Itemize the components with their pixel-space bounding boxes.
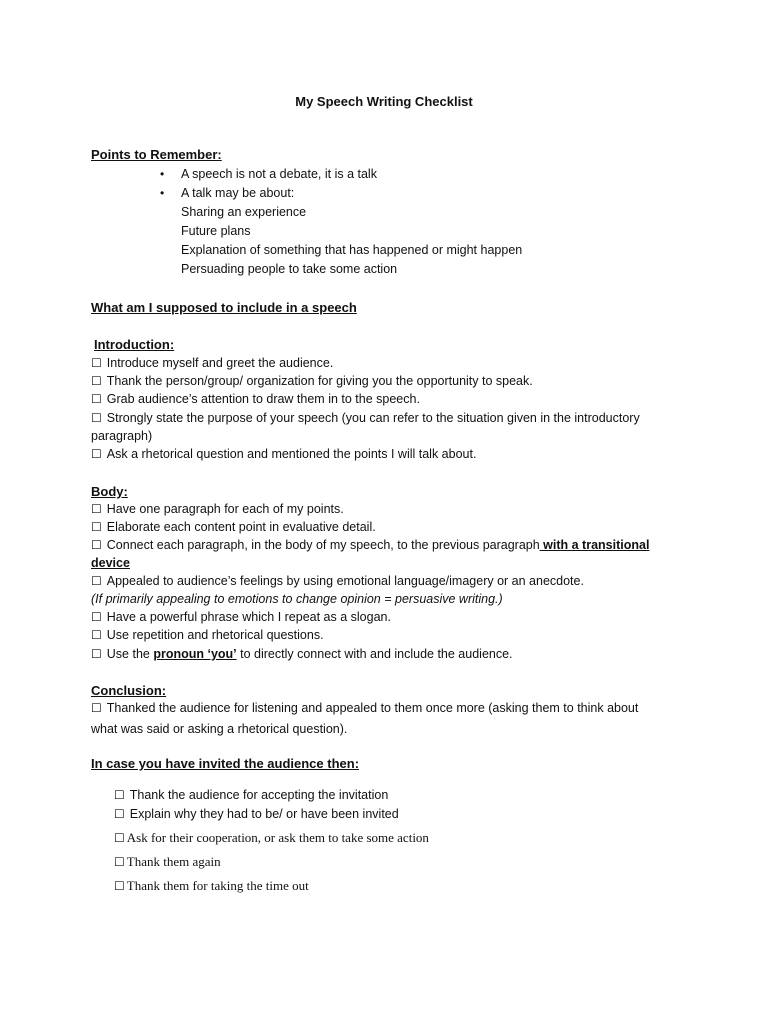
checklist-item[interactable]: ☐ Have a powerful phrase which I repeat as a slogan. xyxy=(91,610,391,624)
sub-item: Sharing an experience xyxy=(181,205,307,219)
checklist-item[interactable]: ☐ Elaborate each content point in evaluative detail. xyxy=(91,520,376,534)
include-heading: What am I supposed to include in a speech xyxy=(91,300,357,315)
bullet-dot: • xyxy=(160,186,165,200)
checkbox-icon[interactable]: ☐ xyxy=(114,807,125,821)
checklist-item[interactable]: ☐ Thanked the audience for listening and appealed to them once more (asking them to think about xyxy=(91,701,639,715)
checkbox-icon[interactable]: ☐ xyxy=(91,538,102,552)
sub-item: Future plans xyxy=(181,224,251,238)
checkbox-icon[interactable]: ☐ xyxy=(91,574,102,588)
checklist-item[interactable]: ☐ Ask for their cooperation, or ask them to take some action xyxy=(114,830,429,845)
checkbox-icon[interactable]: ☐ xyxy=(91,628,102,642)
bullet-dot: • xyxy=(160,167,165,181)
body-heading: Body: xyxy=(91,484,128,499)
checklist-item[interactable]: ☐ Use repetition and rhetorical questions. xyxy=(91,628,324,642)
checkbox-icon[interactable]: ☐ xyxy=(114,788,125,802)
checkbox-icon[interactable]: ☐ xyxy=(114,855,125,869)
bullet-item: A speech is not a debate, it is a talk xyxy=(181,167,377,181)
checklist-item[interactable]: ☐ Introduce myself and greet the audience. xyxy=(91,356,334,370)
checkbox-icon[interactable]: ☐ xyxy=(91,502,102,516)
checkbox-icon[interactable]: ☐ xyxy=(114,831,125,845)
checklist-item-continuation: device xyxy=(91,556,130,570)
checklist-item-continuation: paragraph) xyxy=(91,429,153,443)
checkbox-icon[interactable]: ☐ xyxy=(91,647,102,661)
checklist-item[interactable]: ☐ Thank the person/group/ organization for giving you the opportunity to speak. xyxy=(91,374,533,388)
checklist-item[interactable]: ☐ Explain why they had to be/ or have been invited xyxy=(114,807,399,821)
checklist-item[interactable]: ☐ Thank them again xyxy=(114,854,221,869)
intro-heading: Introduction: xyxy=(94,337,175,352)
checkbox-icon[interactable]: ☐ xyxy=(91,411,102,425)
invited-heading: In case you have invited the audience then: xyxy=(91,756,360,771)
checklist-item[interactable]: ☐ Appealed to audience’s feelings by using emotional language/imagery or an anecdote. xyxy=(91,574,584,588)
checkbox-icon[interactable]: ☐ xyxy=(91,447,102,461)
checkbox-icon[interactable]: ☐ xyxy=(91,520,102,534)
checklist-item[interactable]: ☐ Grab audience’s attention to draw them in to the speech. xyxy=(91,392,420,406)
checklist-item[interactable]: ☐ Strongly state the purpose of your speech (you can refer to the situation given in the introductory xyxy=(91,411,640,425)
checklist-item[interactable]: ☐ Use the pronoun ‘you’ to directly connect with and include the audience. xyxy=(91,647,513,661)
checkbox-icon[interactable]: ☐ xyxy=(114,879,125,893)
sub-item: Explanation of something that has happened or might happen xyxy=(181,243,523,257)
checklist-item[interactable]: ☐ Connect each paragraph, in the body of my speech, to the previous paragraph with a transitional xyxy=(91,538,650,552)
checkbox-icon[interactable]: ☐ xyxy=(91,374,102,388)
checkbox-icon[interactable]: ☐ xyxy=(91,392,102,406)
page-title: My Speech Writing Checklist xyxy=(295,94,473,109)
checklist-item-continuation: what was said or asking a rhetorical question). xyxy=(91,722,348,736)
checkbox-icon[interactable]: ☐ xyxy=(91,610,102,624)
checklist-item[interactable]: ☐ Ask a rhetorical question and mentioned the points I will talk about. xyxy=(91,447,477,461)
sub-item: Persuading people to take some action xyxy=(181,262,398,276)
checkbox-icon[interactable]: ☐ xyxy=(91,356,102,370)
persuasive-note: (If primarily appealing to emotions to change opinion = persuasive writing.) xyxy=(91,592,503,606)
points-heading: Points to Remember: xyxy=(91,147,222,162)
checkbox-icon[interactable]: ☐ xyxy=(91,701,102,715)
checklist-item[interactable]: ☐ Thank the audience for accepting the invitation xyxy=(114,788,389,802)
bullet-item: A talk may be about: xyxy=(181,186,295,200)
checklist-item[interactable]: ☐ Have one paragraph for each of my points. xyxy=(91,502,344,516)
checklist-item[interactable]: ☐ Thank them for taking the time out xyxy=(114,878,309,893)
conclusion-heading: Conclusion: xyxy=(91,683,167,698)
